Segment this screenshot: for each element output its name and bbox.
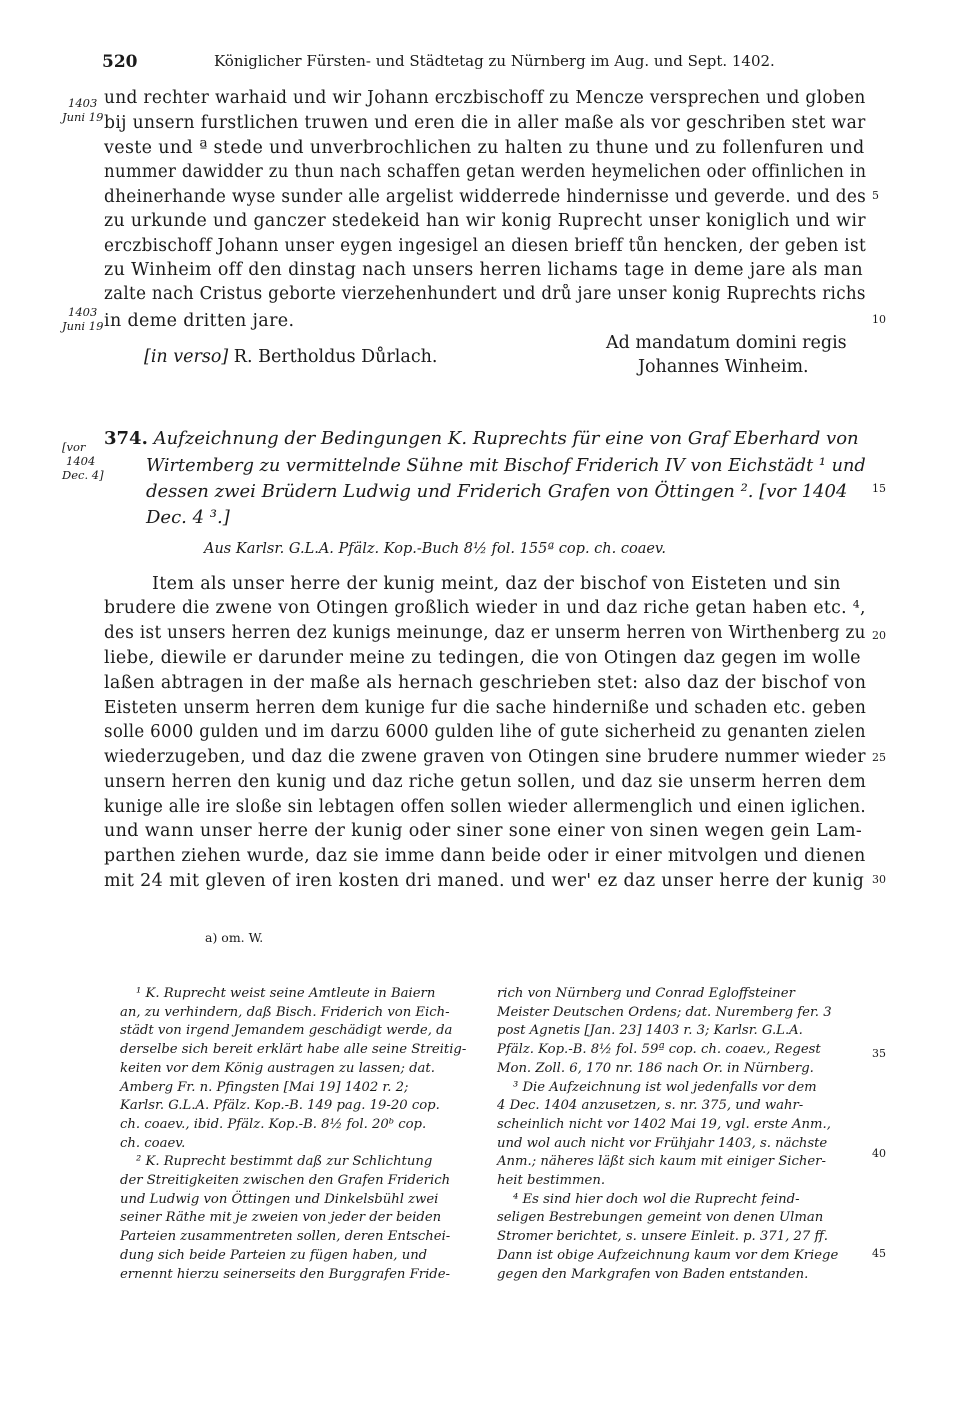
line-number: 40 — [872, 1147, 886, 1160]
text-line: unsern herren den kunig und daz riche getun sollen, und daz sie unserm herren dem — [104, 772, 867, 792]
text-line: bij unsern furstlichen truwen und eren die in aller maße als vor geschriben stet war — [104, 113, 866, 133]
line-number: 10 — [872, 313, 886, 326]
in-verso-note: [in verso] — [144, 347, 229, 367]
line-number: 5 — [872, 189, 879, 202]
footnote-line: keiten vor dem König austragen zu lassen; dat. — [120, 1060, 435, 1076]
doc374-heading-line: 374. Aufzeichnung der Bedingungen K. Ruprechts für eine von Graf Eberhard von — [104, 428, 859, 449]
apparatus-note: a) om. W. — [205, 930, 264, 945]
footnote-line: ch. coaev. — [120, 1135, 186, 1151]
text-line: Eisteten unserm herren dem kunige fur die sache hinderniße und schaden etc. geben — [104, 698, 867, 718]
text-line: kunige alle ire sloße sin lebtagen offen sollen wieder allermenglich und einen iglichen. — [104, 797, 867, 817]
footnote-line: derselbe sich bereit erklärt habe alle seine Streitig- — [120, 1042, 467, 1058]
footnote-line: 4 Dec. 1404 anzusetzen, s. nr. 375, und wahr- — [497, 1098, 804, 1114]
footnote-line: dung sich beide Parteien zu fügen haben, und — [120, 1247, 428, 1263]
footnote-line: Anm.; näheres läßt sich kaum mit einiger Sicher- — [497, 1154, 826, 1170]
footnote-line: der Streitigkeiten zwischen den Grafen Friderich — [120, 1173, 451, 1189]
footnote-line: und Ludwig von Öttingen und Dinkelsbühl zwei — [120, 1191, 439, 1207]
footnote-line: ¹ K. Ruprecht weist seine Amtleute in Baiern — [136, 986, 436, 1001]
source-note: Aus Karlsr. G.L.A. Pfälz. Kop.-Buch 8½ fol. 155ª cop. ch. coaev. — [204, 541, 666, 557]
text-line: brudere die zwene von Otingen großlich wieder in und daz riche getan haben etc. ⁴, — [104, 598, 866, 618]
text-line: nummer dawidder zu thun nach schaffen getan werden heymelichen oder offinlichen in — [104, 162, 867, 182]
text-line: veste und ª stede und unverbrochlichen zu halten zu thune und zu follenfuren und — [104, 138, 865, 158]
signature-right-1: Ad mandatum domini regis — [606, 333, 847, 353]
doc374-heading-line: Dec. 4 ³.] — [146, 507, 230, 528]
footnote-line: post Agnetis [Jan. 23] 1403 r. 3; Karlsr. G.L.A. — [497, 1023, 803, 1039]
text-line: und rechter warhaid und wir Johann erczbischoff zu Mencze versprechen und globen — [104, 88, 866, 108]
footnote-line: ernennt hierzu seinerseits den Burggrafen Fride- — [120, 1266, 450, 1282]
text-line: wiederzugeben, und daz die zwene graven von Otingen sine brudere nummer wieder — [104, 747, 866, 767]
footnote-line: Stromer berichtet, s. unsere Einleit. p. 371, 27 ff. — [497, 1229, 828, 1245]
footnote-line: rich von Nürnberg und Conrad Egloffsteiner — [497, 986, 795, 1001]
line-number: 25 — [872, 751, 886, 764]
text-line: Item als unser herre der kunig meint, daz der bischof von Eisteten und sin — [152, 574, 841, 594]
footnote-line: Parteien zusammentreten sollen, deren Entschei- — [120, 1229, 451, 1245]
text-line: liebe, diewile er darunder meine zu tedingen, die von Otingen daz gegen im wolle — [104, 648, 861, 668]
footnotes-right-column — [497, 985, 838, 1284]
text-line: zu Winheim off den dinstag nach unsers herren lichams tage in deme jare als man — [104, 260, 863, 280]
signature-left — [144, 347, 437, 367]
text-line: in deme dritten jare. — [104, 311, 295, 331]
margin-date-374: [vor 1404 Dec. 4] — [62, 440, 104, 482]
footnote-line: Meister Deutschen Ordens; dat. Nuremberg fer. 3 — [497, 1004, 832, 1020]
footnote-line: seiner Räthe mit je zweien von jeder der beiden — [120, 1210, 442, 1226]
footnote-line: ch. coaev., ibid. Pfälz. Kop.-B. 8½ fol. 20ᵇ cop. — [120, 1116, 427, 1132]
footnote-line: heit bestimmen. — [497, 1173, 606, 1189]
footnote-line: seligen Bestrebungen gemeint von denen Ulman — [497, 1210, 824, 1226]
text-line: solle 6000 gulden und im darzu 6000 gulden lihe of gute sicherheid zu genanten zielen — [104, 722, 866, 742]
footnote-line: Amberg Fr. n. Pfingsten [Mai 19] 1402 r. 2; — [120, 1079, 409, 1095]
page-number: 520 — [102, 52, 138, 72]
line-number: 15 — [872, 482, 886, 495]
text-line: und wann unser herre der kunig oder siner sone einer von sinen wegen gein Lam- — [104, 821, 863, 841]
signature-right-2: Johannes Winheim. — [638, 357, 809, 377]
margin-date-top: 1403 Juni 19 — [62, 96, 104, 124]
footnote-line: Karlsr. G.L.A. Pfälz. Kop.-B. 149 pag. 19-20 cop. — [120, 1098, 440, 1114]
text-line: dheinerhande wyse sunder alle argelist widderrede hindernisse und geverde. und des — [104, 187, 867, 207]
text-line: laßen abtragen in der maße als hernach geschrieben stet: also daz der bischof von — [104, 673, 867, 693]
footnote-line: und wol auch nicht vor Frühjahr 1403, s. nächste — [497, 1135, 828, 1151]
line-number: 30 — [872, 873, 886, 886]
text-line: des ist unsers herren dez kunigs meinunge, daz er unserm herren von Wirthenberg zu — [104, 623, 866, 643]
footnote-line: gegen den Markgrafen von Baden entstanden. — [497, 1266, 809, 1282]
text-line: erczbischoff Johann unser eygen ingesigel an diesen brieff tůn hencken, der geben ist — [104, 236, 867, 256]
line-number: 45 — [872, 1247, 886, 1260]
text-line: parthen ziehen wurde, daz sie imme dann beide oder ir einer mitvolgen und dienen — [104, 846, 866, 866]
text-line: mit 24 mit gleven of iren kosten dri maned. und wer' ez daz unser herre der kunig — [104, 871, 865, 891]
line-number: 20 — [872, 629, 886, 642]
footnote-line: Dann ist obige Aufzeichnung kaum vor dem Kriege — [497, 1247, 839, 1263]
line-number: 35 — [872, 1047, 886, 1060]
running-title: Königlicher Fürsten- und Städtetag zu Nürnberg im Aug. und Sept. 1402. — [214, 52, 775, 70]
footnote-line: scheinlich nicht vor 1402 Mai 19, vgl. erste Anm., — [497, 1116, 831, 1132]
footnote-line: städt von irgend Jemandem geschädigt werde, da — [120, 1023, 453, 1039]
footnote-line: Mon. Zoll. 6, 170 nr. 186 nach Or. in Nürnberg. — [497, 1060, 814, 1076]
doc374-heading-line: Wirtemberg zu vermittelnde Sühne mit Bischof Friderich IV von Eichstädt ¹ und — [146, 455, 866, 476]
text-line: zu urkunde und ganczer stedekeid han wir konig Ruprecht unser koniglich und wir — [104, 211, 866, 231]
footnotes-left-column — [120, 985, 466, 1284]
doc374-heading-line: dessen zwei Brüdern Ludwig und Friderich Grafen von Öttingen ². [vor 1404 — [146, 481, 848, 502]
margin-date-bottom: 1403 Juni 19 — [62, 305, 104, 333]
text-line: zalte nach Cristus geborte vierzehenhundert und drů jare unser konig Ruprechts richs — [104, 284, 866, 304]
footnote-line: an, zu verhindern, daß Bisch. Friderich von Eich- — [120, 1004, 450, 1020]
doc-number: 374. — [104, 428, 148, 449]
footnote-line: ³ Die Aufzeichnung ist wol jedenfalls vor dem — [513, 1079, 817, 1095]
footnote-line: Pfälz. Kop.-B. 8½ fol. 59ª cop. ch. coaev., Regest — [497, 1042, 821, 1058]
signature-name: R. Bertholdus Důrlach. — [233, 347, 438, 367]
footnote-line: ⁴ Es sind hier doch wol die Ruprecht feind- — [513, 1191, 800, 1207]
footnote-line: ² K. Ruprecht bestimmt daß zur Schlichtung — [136, 1154, 433, 1170]
